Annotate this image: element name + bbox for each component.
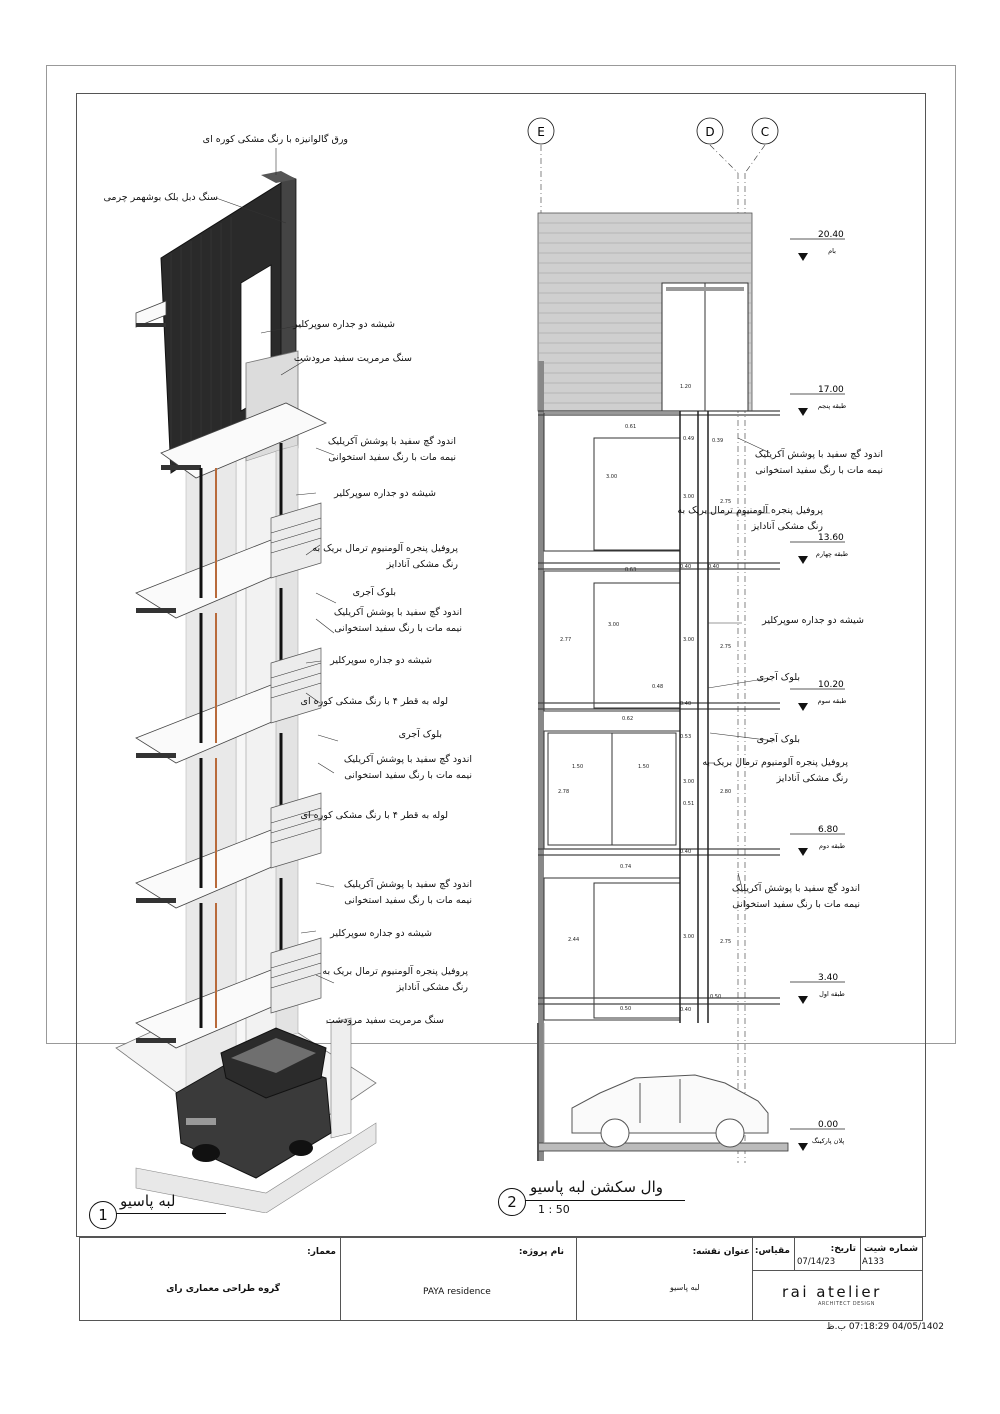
label-double-glazing-4: شیشه دو جداره سوپرکلیر [330, 928, 432, 939]
dim-27: 2.75 [720, 939, 732, 945]
level-elev-0: 0.00 [818, 1120, 839, 1130]
label-r-aluminum-2: پروفیل پنجره آلومنیوم ترمال بریک به رنگ مشکی آنادایز [702, 757, 848, 784]
view-1-rule [116, 1213, 226, 1214]
view-1-number: 1 [89, 1201, 117, 1229]
level-elev-roof: 20.40 [818, 230, 844, 240]
tb-architect-label: معمار: [307, 1247, 336, 1257]
dim-28: 0.40 [680, 1007, 692, 1013]
tb-project-label: نام پروژه: [518, 1247, 564, 1257]
view-2-number: 2 [498, 1188, 526, 1216]
dim-4: 3.00 [683, 494, 695, 500]
label-white-marble-2: سنگ مرمریت سفید مرودشت [325, 1015, 444, 1026]
tb-divider-5 [794, 1238, 795, 1270]
label-r-brick-2: بلوک آجری [756, 734, 800, 745]
level-elev-1: 3.40 [818, 973, 839, 983]
label-brick-block-2: بلوک آجری [398, 729, 442, 740]
label-r-plaster-2: اندود گچ سفید با پوشش آکریلیک نیمه مات با رنگ سفید استخوانی [731, 883, 860, 910]
rai-atelier-logo: rai atelier [782, 1283, 882, 1301]
tb-project-value: PAYA residence [423, 1287, 491, 1297]
dim-0: 0.61 [625, 424, 637, 430]
dim-12: 2.75 [720, 644, 732, 650]
level-elev-5: 17.00 [818, 385, 844, 395]
dim-31: 1.20 [680, 384, 692, 390]
label-r-plaster-1: اندود گچ سفید با پوشش آکریلیک نیمه مات با رنگ سفید استخوانی [754, 449, 883, 476]
level-elev-4: 13.60 [818, 533, 844, 543]
label-plaster-4: اندود گچ سفید با پوشش آکریلیک نیمه مات با رنگ سفید استخوانی [343, 879, 472, 906]
car-elevation [572, 1075, 768, 1147]
label-white-marble-1: سنگ مرمریت سفید مرودشت [293, 353, 412, 364]
view-1-title: لبه پاسیو [120, 1192, 176, 1210]
axis-d: D [705, 125, 715, 139]
dim-14: 0.40 [680, 701, 692, 707]
dim-25: 2.44 [568, 937, 580, 943]
label-aluminum-profile-1: پروفیل پنجره آلومنیوم ترمال بریک به رنگ مشکی آنادایز [312, 543, 458, 570]
dim-8: 0.63 [625, 567, 637, 573]
tb-divider-3 [752, 1238, 753, 1320]
level-elev-3: 10.20 [818, 680, 844, 690]
dim-5: 2.75 [720, 499, 732, 505]
dim-11: 3.00 [683, 637, 695, 643]
tb-drawing-value: لبه پاسیو [670, 1283, 700, 1292]
label-double-block-stone: سنگ دبل بلک بوشهمر چرمی [103, 192, 218, 203]
label-plaster-1: اندود گچ سفید با پوشش آکریلیک نیمه مات با رنگ سفید استخوانی [327, 436, 456, 463]
level-elev-2: 6.80 [818, 825, 839, 835]
dim-2: 0.39 [712, 438, 724, 444]
view-2-scale: 1 : 50 [538, 1203, 570, 1216]
dim-21: 0.51 [683, 801, 695, 807]
dim-10: 2.77 [560, 637, 572, 643]
label-r-brick-1: بلوک آجری [756, 672, 800, 683]
level-name-1: طبقه اول [819, 990, 845, 998]
label-r-aluminum-1: پروفیل پنجره آلومنیوم ترمال بریک به رنگ مشکی آنادایز [677, 505, 823, 532]
dim-1: 0.49 [683, 436, 695, 442]
view-2-rule [525, 1200, 685, 1201]
rai-atelier-logo-sub: ARCHITECT DESIGN [818, 1301, 875, 1307]
dim-9: 3.00 [608, 622, 620, 628]
dim-3: 3.00 [606, 474, 618, 480]
level-name-0: پلان پارکینگ [811, 1137, 845, 1145]
dim-19: 2.78 [558, 789, 570, 795]
level-name-2: طبقه دوم [818, 842, 846, 850]
tb-divider-4 [752, 1270, 922, 1271]
title-block [79, 1237, 923, 1321]
dim-24: 0.74 [620, 864, 632, 870]
label-plaster-3: اندود گچ سفید با پوشش آکریلیک نیمه مات با رنگ سفید استخوانی [343, 754, 472, 781]
tb-sheet-label: شماره شیت [864, 1244, 918, 1254]
axis-c: C [760, 125, 770, 139]
level-name-3: طبقه سوم [817, 697, 847, 705]
tb-scale-label: مقیاس: [754, 1246, 790, 1256]
tb-architect-value: گروه طراحی معماری رای [166, 1284, 280, 1294]
dim-13: 0.48 [652, 684, 664, 690]
level-name-4: طبقه چهارم [815, 550, 849, 558]
dim-16: 0.53 [680, 734, 692, 740]
tb-date-value: 07/14/23 [797, 1257, 836, 1267]
dim-26: 3.00 [683, 934, 695, 940]
tb-sheet-value: A133 [862, 1257, 885, 1267]
label-pipe-1: لوله به قطر ۴ با رنگ مشکی کوره ای [300, 696, 448, 707]
label-double-glazing-3: شیشه دو جداره سوپرکلیر [330, 655, 432, 666]
label-brick-block-1: بلوک آجری [352, 587, 396, 598]
print-stamp: 04/05/1402 07:18:29 ب.ظ [826, 1322, 944, 1332]
tb-divider-2 [576, 1238, 577, 1320]
wall-section-drawing [480, 93, 920, 1213]
dim-23: 0.40 [680, 849, 692, 855]
view-2-title: وال سکشن لبه پاسیو [530, 1178, 663, 1196]
tb-date-label: تاریخ: [830, 1244, 856, 1254]
label-pipe-2: لوله به قطر ۴ با رنگ مشکی کوره ای [300, 810, 448, 821]
label-galvanized-sheet: ورق گالوانیزه با رنگ مشکی کوره ای [202, 134, 348, 145]
label-plaster-2: اندود گچ سفید با پوشش آکریلیک نیمه مات با رنگ سفید استخوانی [333, 607, 462, 634]
level-name-5: طبقه پنجم [817, 402, 847, 410]
dim-22: 2.80 [720, 789, 732, 795]
label-aluminum-profile-2: پروفیل پنجره آلومنیوم ترمال بریک به رنگ مشکی آنادایز [322, 966, 468, 993]
dim-29: 0.50 [620, 1006, 632, 1012]
tb-divider-1 [340, 1238, 341, 1320]
dim-17: 1.50 [572, 764, 584, 770]
tb-divider-6 [860, 1238, 861, 1270]
dim-20: 3.00 [683, 779, 695, 785]
tb-drawing-label: عنوان نقشه: [692, 1247, 750, 1257]
label-double-glazing-2: شیشه دو جداره سوپرکلیر [334, 488, 436, 499]
dim-7: 0.40 [708, 564, 720, 570]
label-r-glazing: شیشه دو جداره سوپرکلیر [762, 615, 864, 626]
level-name-roof: بام [828, 247, 836, 255]
dim-6: 0.40 [680, 564, 692, 570]
axis-e: E [537, 125, 545, 139]
label-double-glazing-1: شیشه دو جداره سوپرکلیر [293, 319, 395, 330]
dim-30: 0.50 [710, 994, 722, 1000]
dim-15: 0.62 [622, 716, 634, 722]
dim-18: 1.50 [638, 764, 650, 770]
